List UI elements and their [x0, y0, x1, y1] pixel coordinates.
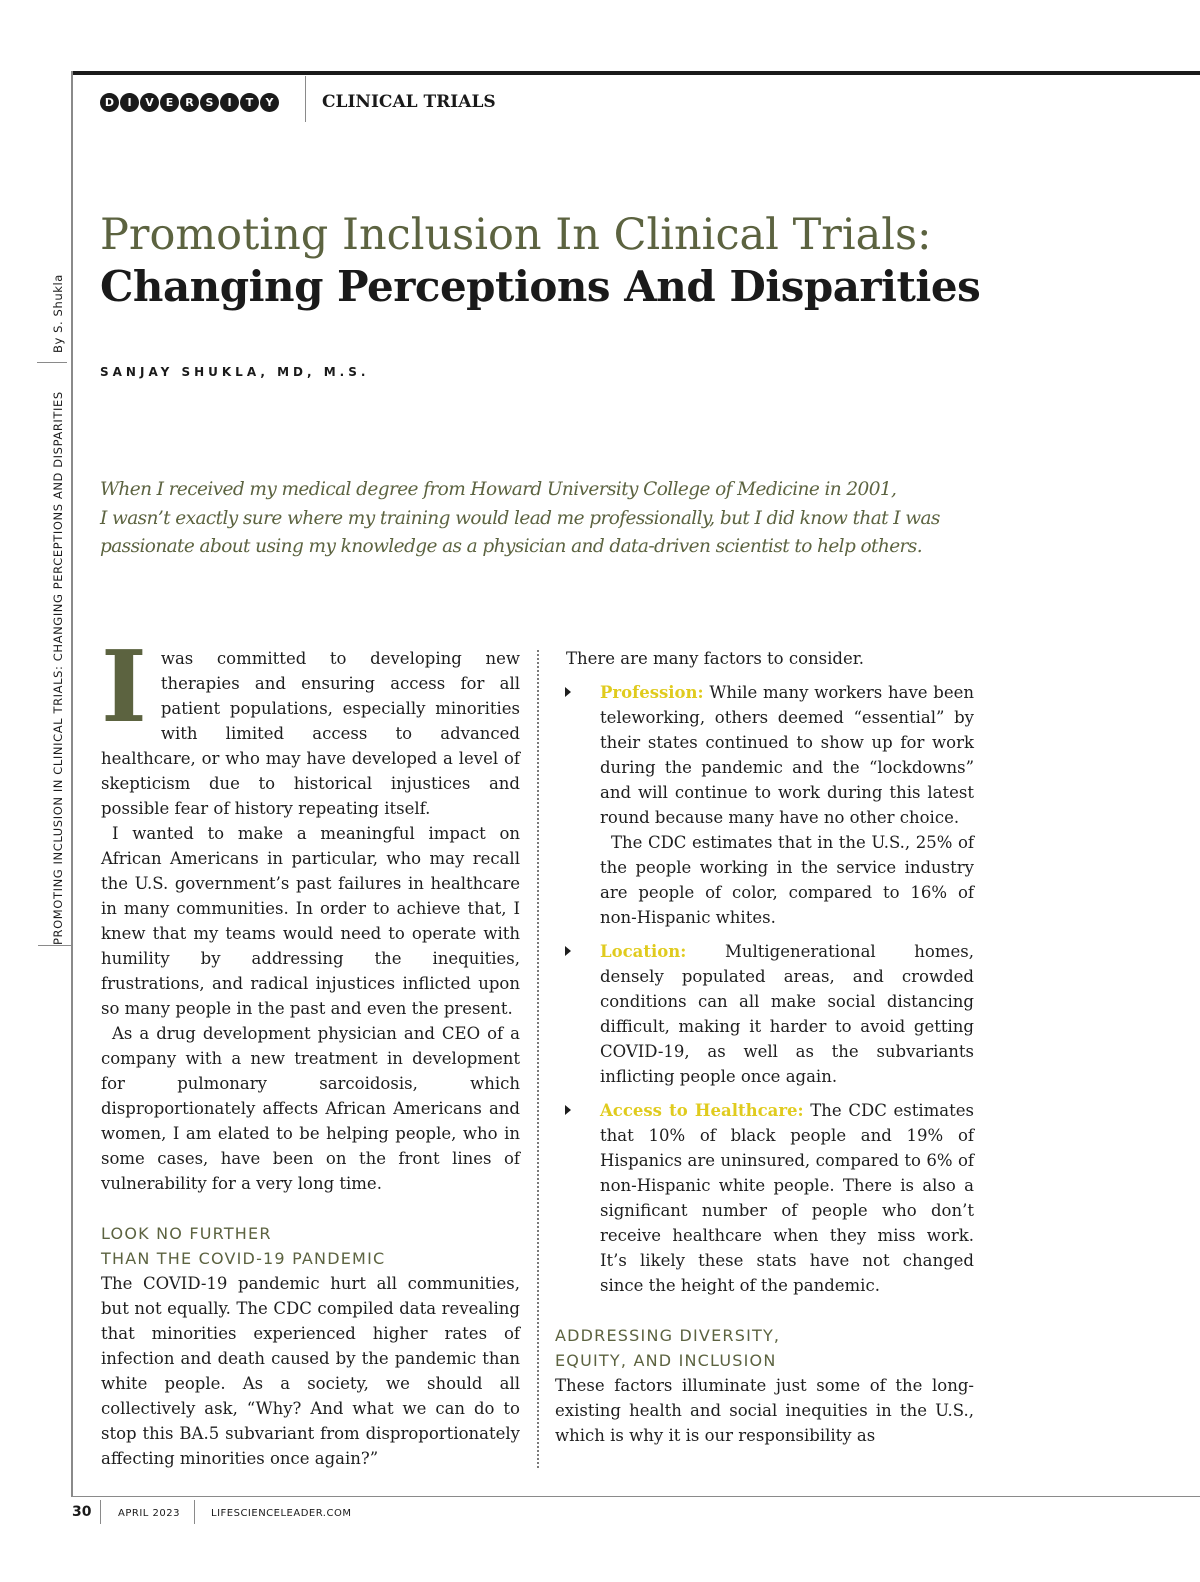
running-head-rule — [38, 945, 71, 946]
spacer — [555, 1298, 974, 1323]
bullet-label: Access to Healthcare: — [600, 1101, 804, 1120]
subhead — [555, 1323, 974, 1373]
running-head-separator — [37, 362, 67, 363]
website-url: LIFESCIENCELEADER.COM — [211, 1508, 352, 1519]
footer-rule — [71, 1496, 1200, 1497]
running-title: PROMOTING INCLUSION IN CLINICAL TRIALS: CHANGING PERCEPTIONS AND DISPARITIES — [51, 391, 65, 945]
body-paragraph: These factors illuminate just some of the long-existing health and social inequities in the U.S., which is why it is our responsibility as — [555, 1376, 974, 1445]
subhead-line: EQUITY, AND INCLUSION — [555, 1351, 777, 1370]
page-number: 30 — [72, 1504, 92, 1520]
left-margin-rule — [71, 71, 73, 1497]
footer-separator — [100, 1500, 101, 1524]
bullet-label: Profession: — [600, 683, 704, 702]
bullet-text — [600, 939, 974, 1089]
article-title-line2: Changing Perceptions And Disparities — [100, 262, 981, 311]
kicker-letter: Y — [260, 93, 279, 112]
kicker-letter: I — [220, 93, 239, 112]
body-paragraph: was committed to developing new therapies and ensuring access for all patient populations, especially minorities with limited access to advanced healthcare, or who may have developed a level of skepticism due to historical injustices and possible fear of history repeating itself. — [101, 649, 520, 818]
vertical-running-head — [51, 255, 71, 945]
spacer — [101, 1196, 520, 1221]
issue-date: APRIL 2023 — [118, 1508, 180, 1519]
body-paragraph: As a drug development physician and CEO of a company with a new treatment in development for pulmonary sarcoidosis, which disproportionately affects African Americans and women, I am elated to be helping people, who in some cases, have been on the front lines of vulnerability for a very long time. — [101, 1024, 520, 1193]
body-paragraph: There are many factors to consider. — [566, 649, 865, 668]
bullet-text — [600, 1098, 974, 1298]
subhead-line: LOOK NO FURTHER — [101, 1224, 272, 1243]
body-paragraph: I wanted to make a meaningful impact on African Americans in particular, who may recall the U.S. government’s past failures in healthcare in many communities. In order to achieve that, I knew that my teams would need to operate with humility by addressing the inequities, frustrations, and radical injustices inflicted upon so many people in the past and even the present. — [101, 824, 520, 1018]
deck-line: When I received my medical degree from Howard University College of Medicine in 2001, — [100, 479, 897, 500]
bullet-body: The CDC estimates that 10% of black people and 19% of Hispanics are uninsured, compared to 6% of non-Hispanic white people. There is also a significant number of people who don’t receive healthcare when they miss work. It’s likely these stats have not changed since the height of the pandemic. — [600, 1101, 974, 1295]
kicker-letter: E — [160, 93, 179, 112]
bullet-text — [600, 680, 974, 830]
bullet-body: While many workers have been teleworking, others deemed “essential” by their states continued to show up for work during the pandemic and the “lockdowns” and will continue to work during this latest round because many have no other choice. — [600, 683, 974, 827]
article-deck — [100, 476, 990, 562]
kicker-letter: S — [200, 93, 219, 112]
kicker-letter: D — [100, 93, 119, 112]
kicker-letter: V — [140, 93, 159, 112]
body-paragraph: The COVID-19 pandemic hurt all communities, but not equally. The CDC compiled data revealing that minorities experienced higher rates of infection and death caused by the pandemic than white people. As a society, we should all collectively ask, “Why? And what we can do to stop this BA.5 subvariant from disproportionately affecting minorities once again?” — [101, 1274, 520, 1468]
kicker-separator — [305, 76, 306, 122]
column-divider — [537, 650, 539, 1468]
kicker-letter: I — [120, 93, 139, 112]
subhead — [101, 1221, 520, 1271]
deck-line: passionate about using my knowledge as a physician and data-driven scientist to help others. — [100, 536, 922, 557]
bullet-label: Location: — [600, 942, 687, 961]
right-column — [555, 646, 974, 1448]
top-rule — [72, 71, 1200, 75]
bullet-triangle-icon — [565, 946, 571, 956]
subhead-line: ADDRESSING DIVERSITY, — [555, 1326, 781, 1345]
bullet-body: Multigenerational homes, densely populated areas, and crowded conditions can all make social distancing difficult, making it harder to avoid getting COVID-19, as well as the subvariants inflicting people once again. — [600, 942, 974, 1086]
kicker-letter: T — [240, 93, 259, 112]
subhead-line: THAN THE COVID-19 PANDEMIC — [101, 1249, 386, 1268]
bullet-item — [555, 1098, 974, 1298]
bullet-triangle-icon — [565, 687, 571, 697]
bullet-triangle-icon — [565, 1105, 571, 1115]
kicker-letter: R — [180, 93, 199, 112]
bullet-extra: The CDC estimates that in the U.S., 25% of the people working in the service industry are people of color, compared to 16% of non-Hispanic whites. — [600, 833, 974, 927]
footer-separator — [194, 1500, 195, 1524]
bullet-item — [555, 939, 974, 1089]
diversity-kicker — [100, 93, 279, 112]
section-label: CLINICAL TRIALS — [322, 92, 496, 112]
article-title-line1: Promoting Inclusion In Clinical Trials: — [100, 210, 932, 260]
left-column — [101, 630, 520, 1471]
running-byline: By S. Shukla — [51, 274, 65, 353]
author-byline: SANJAY SHUKLA, MD, M.S. — [100, 365, 370, 379]
bullet-item — [555, 680, 974, 930]
drop-cap: I — [101, 630, 147, 745]
deck-line: I wasn’t exactly sure where my training would lead me professionally, but I did know that I was — [100, 507, 940, 529]
